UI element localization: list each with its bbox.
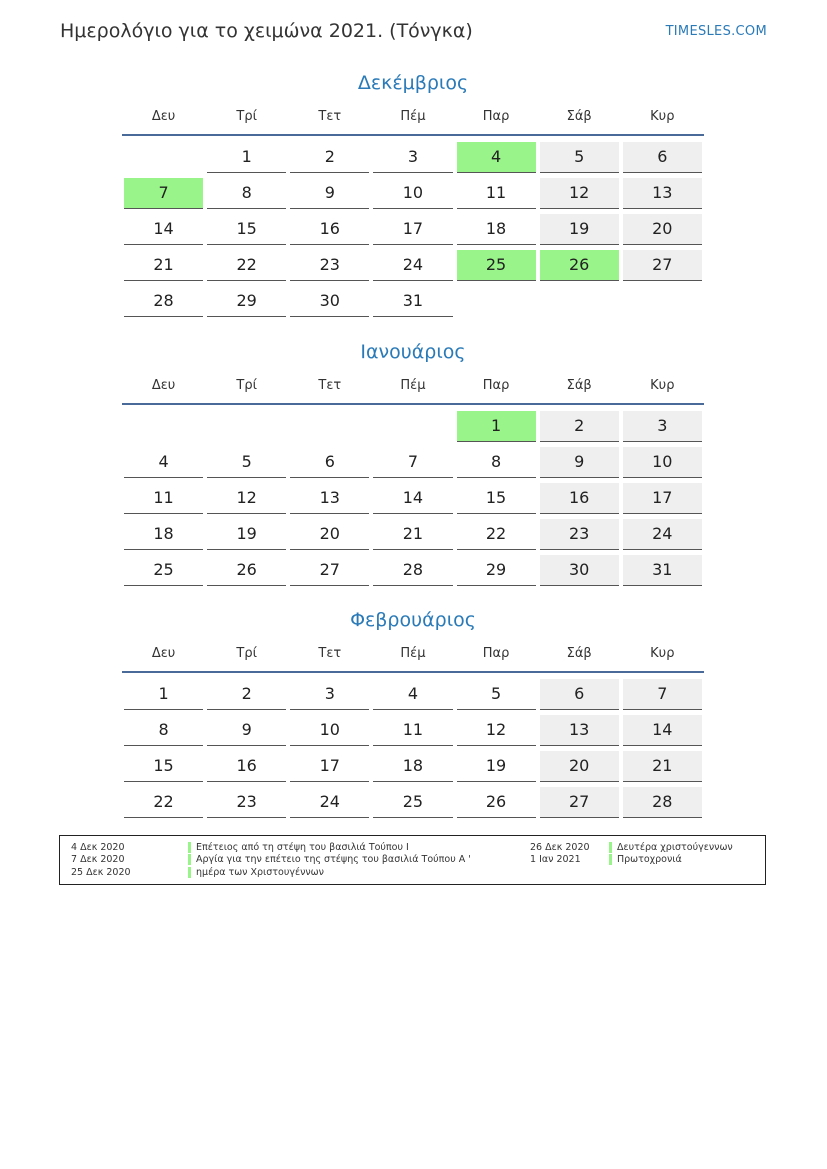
day-cell: 23 (540, 519, 619, 550)
legend-holiday-name: Δευτέρα χριστούγεννων (609, 842, 733, 853)
day-cell: 10 (373, 178, 452, 209)
holiday-day-cell: 26 (540, 250, 619, 281)
day-cell: 16 (290, 214, 369, 245)
day-cell: 15 (457, 483, 536, 514)
day-cell: 28 (623, 787, 702, 818)
weekday-label: Τρί (236, 108, 257, 124)
day-cell: 6 (290, 447, 369, 478)
day-cell: 26 (207, 555, 286, 586)
day-cell: 15 (124, 751, 203, 782)
day-cell: 27 (290, 555, 369, 586)
weekday-label: Παρ (482, 645, 510, 661)
weekday-header (122, 635, 704, 673)
day-cell: 8 (207, 178, 286, 209)
legend-holiday-name: Αργία για την επέτειο της στέψης του βασιλιά Τούπου Α ' (188, 854, 471, 865)
day-cell: 29 (457, 555, 536, 586)
day-cell: 14 (373, 483, 452, 514)
day-cell: 10 (290, 715, 369, 746)
holiday-legend (59, 835, 766, 885)
day-cell: 22 (207, 250, 286, 281)
weekday-label: Παρ (482, 108, 510, 124)
weekday-label: Τρί (236, 377, 257, 393)
day-cell: 11 (124, 483, 203, 514)
day-cell: 12 (457, 715, 536, 746)
day-cell: 7 (373, 447, 452, 478)
weekday-label: Δευ (151, 108, 176, 124)
month-name: Ιανουάριος (360, 341, 466, 363)
day-cell: 31 (373, 286, 452, 317)
holiday-day-cell: 4 (457, 142, 536, 173)
day-cell: 25 (373, 787, 452, 818)
day-cell: 11 (457, 178, 536, 209)
day-cell: 28 (124, 286, 203, 317)
day-cell: 23 (207, 787, 286, 818)
day-cell: 18 (457, 214, 536, 245)
day-cell: 18 (124, 519, 203, 550)
day-cell: 14 (623, 715, 702, 746)
day-cell: 2 (207, 679, 286, 710)
month-name: Φεβρουάριος (350, 609, 476, 631)
holiday-day-cell: 7 (124, 178, 203, 209)
weekday-header (122, 98, 704, 136)
empty-day-cell (290, 411, 369, 441)
day-cell: 22 (457, 519, 536, 550)
page-title: Ημερολόγιο για το χειμώνα 2021. (Τόνγκα) (60, 20, 473, 42)
month-february (122, 605, 704, 821)
day-cell: 29 (207, 286, 286, 317)
days-grid (122, 677, 704, 821)
day-cell: 8 (457, 447, 536, 478)
legend-holiday-name: ημέρα των Χριστουγέννων (188, 867, 324, 878)
weekday-label: Σάβ (566, 645, 592, 661)
day-cell: 13 (540, 715, 619, 746)
day-cell: 6 (540, 679, 619, 710)
day-cell: 23 (290, 250, 369, 281)
day-cell: 16 (540, 483, 619, 514)
empty-day-cell (124, 142, 203, 172)
legend-holiday-name: Πρωτοχρονιά (609, 854, 682, 865)
day-cell: 17 (373, 214, 452, 245)
day-cell: 24 (373, 250, 452, 281)
weekday-label: Σάβ (566, 108, 592, 124)
day-cell: 13 (290, 483, 369, 514)
day-cell: 5 (207, 447, 286, 478)
day-cell: 1 (124, 679, 203, 710)
legend-date: 1 Ιαν 2021 (530, 854, 581, 865)
day-cell: 26 (457, 787, 536, 818)
weekday-label: Κυρ (650, 645, 675, 661)
day-cell: 21 (373, 519, 452, 550)
empty-day-cell (373, 411, 452, 441)
day-cell: 5 (457, 679, 536, 710)
empty-day-cell (124, 411, 203, 441)
legend-date: 7 Δεκ 2020 (71, 854, 125, 865)
day-cell: 22 (124, 787, 203, 818)
day-cell: 9 (290, 178, 369, 209)
day-cell: 19 (457, 751, 536, 782)
day-cell: 27 (540, 787, 619, 818)
day-cell: 15 (207, 214, 286, 245)
weekday-label: Πέμ (400, 377, 426, 393)
weekday-label: Κυρ (650, 377, 675, 393)
day-cell: 4 (124, 447, 203, 478)
day-cell: 6 (623, 142, 702, 173)
weekday-label: Τετ (318, 645, 342, 661)
day-cell: 30 (290, 286, 369, 317)
day-cell: 2 (540, 411, 619, 442)
weekday-label: Σάβ (566, 377, 592, 393)
weekday-label: Πέμ (400, 645, 426, 661)
day-cell: 19 (540, 214, 619, 245)
legend-holiday-name: Επέτειος από τη στέψη του βασιλιά Τούπου Ι (188, 842, 409, 853)
month-name: Δεκέμβριος (357, 72, 469, 94)
legend-date: 26 Δεκ 2020 (530, 842, 590, 853)
days-grid (122, 140, 704, 320)
day-cell: 12 (540, 178, 619, 209)
day-cell: 20 (290, 519, 369, 550)
day-cell: 5 (540, 142, 619, 173)
day-cell: 14 (124, 214, 203, 245)
holiday-day-cell: 25 (457, 250, 536, 281)
day-cell: 12 (207, 483, 286, 514)
day-cell: 4 (373, 679, 452, 710)
day-cell: 21 (623, 751, 702, 782)
day-cell: 21 (124, 250, 203, 281)
weekday-label: Δευ (151, 645, 176, 661)
month-january (122, 337, 704, 589)
day-cell: 2 (290, 142, 369, 173)
weekday-label: Πέμ (400, 108, 426, 124)
day-cell: 8 (124, 715, 203, 746)
weekday-label: Τετ (318, 377, 342, 393)
weekday-label: Παρ (482, 377, 510, 393)
day-cell: 25 (124, 555, 203, 586)
weekday-label: Τρί (236, 645, 257, 661)
day-cell: 16 (207, 751, 286, 782)
weekday-label: Δευ (151, 377, 176, 393)
day-cell: 27 (623, 250, 702, 281)
day-cell: 3 (373, 142, 452, 173)
legend-date: 4 Δεκ 2020 (71, 842, 125, 853)
weekday-label: Τετ (318, 108, 342, 124)
day-cell: 19 (207, 519, 286, 550)
day-cell: 31 (623, 555, 702, 586)
legend-date: 25 Δεκ 2020 (71, 867, 131, 878)
day-cell: 9 (207, 715, 286, 746)
day-cell: 9 (540, 447, 619, 478)
day-cell: 28 (373, 555, 452, 586)
brand-link[interactable]: TIMESLES.COM (665, 24, 767, 39)
days-grid (122, 409, 704, 589)
day-cell: 10 (623, 447, 702, 478)
day-cell: 11 (373, 715, 452, 746)
day-cell: 13 (623, 178, 702, 209)
weekday-label: Κυρ (650, 108, 675, 124)
day-cell: 18 (373, 751, 452, 782)
day-cell: 24 (623, 519, 702, 550)
month-december (122, 68, 704, 320)
holiday-day-cell: 1 (457, 411, 536, 442)
day-cell: 17 (623, 483, 702, 514)
weekday-header (122, 367, 704, 405)
day-cell: 20 (540, 751, 619, 782)
day-cell: 24 (290, 787, 369, 818)
day-cell: 3 (290, 679, 369, 710)
day-cell: 7 (623, 679, 702, 710)
day-cell: 30 (540, 555, 619, 586)
day-cell: 17 (290, 751, 369, 782)
day-cell: 1 (207, 142, 286, 173)
day-cell: 3 (623, 411, 702, 442)
empty-day-cell (207, 411, 286, 441)
day-cell: 20 (623, 214, 702, 245)
